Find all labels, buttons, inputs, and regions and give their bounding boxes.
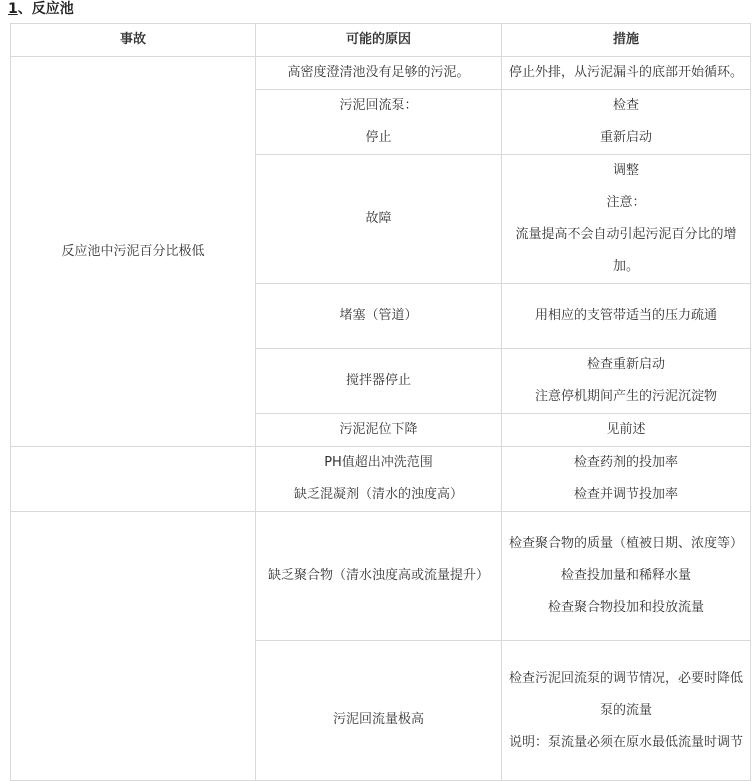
measure-cell: [502, 512, 751, 641]
cause-line: 缺乏混凝剂（清水的浊度高）: [293, 487, 463, 502]
measure-line: 重新启动: [599, 130, 652, 145]
measure-cell: [502, 155, 751, 284]
measure-line: 检查投加量和稀释水量: [560, 568, 691, 583]
cause-line: 污泥泥位下降: [339, 422, 418, 437]
measure-cell: [502, 414, 751, 447]
accident-cell: [11, 447, 256, 512]
header-accident: 事故: [11, 24, 256, 57]
header-measure: 措施: [502, 24, 751, 57]
cause-line: 搅拌器停止: [345, 373, 411, 388]
section-number: 1: [8, 1, 18, 17]
cause-line: 高密度澄清池没有足够的污泥。: [287, 65, 470, 80]
cause-cell: [256, 447, 502, 512]
measure-cell: [502, 284, 751, 349]
cause-cell: [256, 414, 502, 447]
measure-line: 注意：: [606, 195, 646, 210]
table-row: [11, 57, 751, 90]
section-heading: [8, 0, 74, 22]
accident-cell: [11, 512, 256, 781]
cause-line: PH值超出冲洗范围: [324, 455, 433, 470]
measure-line: 检查聚合物投加和投放流量: [547, 600, 704, 615]
cause-cell: [256, 90, 502, 155]
measure-cell: [502, 349, 751, 414]
measure-line: 调整: [612, 163, 639, 178]
incident-table: [10, 23, 751, 781]
cause-line: 故障: [365, 211, 392, 226]
cause-cell: [256, 57, 502, 90]
cause-cell: [256, 349, 502, 414]
cause-cell: [256, 155, 502, 284]
cause-line: 停止: [365, 130, 392, 145]
measure-line: 检查污泥回流泵的调节情况，必要时降低: [508, 670, 743, 686]
cause-line: 污泥回流量极高: [332, 712, 424, 727]
section-title: 、反应池: [17, 1, 74, 17]
cause-line: 缺乏聚合物（清水浊度高或流量提升）: [267, 568, 489, 583]
table-row: [11, 447, 751, 512]
cause-line: 污泥回流泵：: [339, 98, 418, 113]
accident-cell: [11, 57, 256, 447]
measure-cell: [502, 57, 751, 90]
measure-line: 用相应的支管带适当的压力疏通: [534, 308, 717, 323]
measure-line: 检查聚合物的质量（植被日期、浓度等）: [508, 536, 743, 551]
table-row: [11, 512, 751, 641]
measure-cell: [502, 641, 751, 781]
measure-line: 说明：泵流量必须在原水最低流量时调节: [508, 734, 743, 750]
measure-line: 加。: [612, 259, 639, 274]
measure-line: 停止外排，从污泥漏斗的底部开始循环。: [508, 65, 743, 80]
cause-line: 堵塞（管道）: [339, 308, 418, 323]
cause-cell: [256, 284, 502, 349]
measure-line: 见前述: [606, 422, 646, 437]
measure-line: 流量提高不会自动引起污泥百分比的增: [515, 227, 737, 242]
table-header-row: [11, 24, 751, 57]
cause-cell: [256, 512, 502, 641]
accident-text: 反应池中污泥百分比极低: [61, 243, 205, 259]
header-cause: 可能的原因: [256, 24, 502, 57]
measure-line: 检查药剂的投加率: [573, 455, 678, 470]
measure-cell: [502, 90, 751, 155]
measure-line: 注意停机期间产生的污泥沉淀物: [534, 389, 717, 404]
measure-line: 检查并调节投加率: [573, 487, 678, 502]
cause-cell: [256, 641, 502, 781]
measure-line: 检查: [612, 98, 639, 113]
measure-line: 泵的流量: [599, 702, 652, 718]
measure-line: 检查重新启动: [586, 357, 665, 372]
measure-cell: [502, 447, 751, 512]
